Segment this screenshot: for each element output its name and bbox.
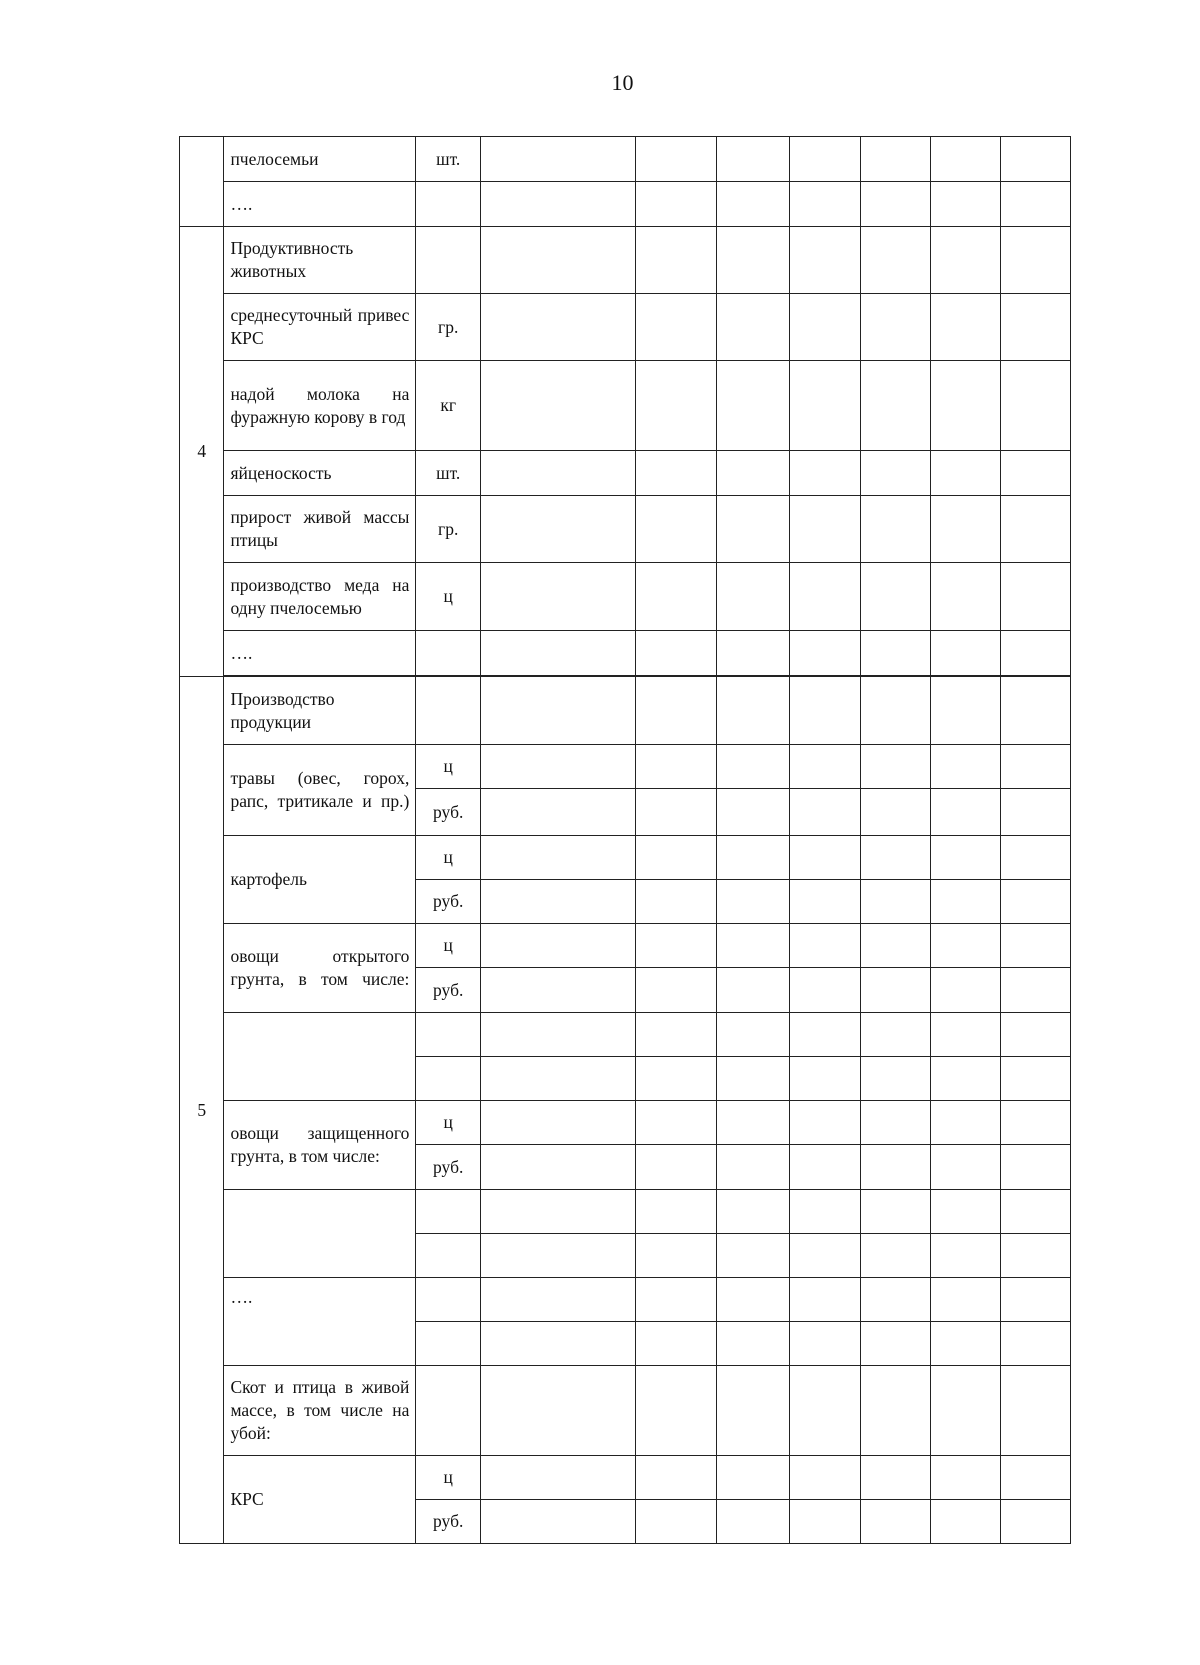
row-unit: ц <box>416 924 481 968</box>
row-label: …. <box>224 1278 416 1366</box>
table-row <box>180 1456 1071 1500</box>
page-number: 10 <box>611 70 634 95</box>
row-label: пчелосемьи <box>224 137 416 182</box>
row-unit: гр. <box>416 294 481 361</box>
row-unit: руб. <box>416 968 481 1013</box>
row-label: надой молока на фуражную корову в год <box>224 361 416 451</box>
table-row <box>180 182 1071 227</box>
row-label: …. <box>224 631 416 676</box>
table-row <box>180 227 1071 294</box>
table-row <box>180 294 1071 361</box>
row-number-cell <box>180 137 224 227</box>
row-unit: руб. <box>416 1500 481 1544</box>
row-unit: ц <box>416 563 481 631</box>
section-heading: Производство продукции <box>224 677 416 745</box>
row-label: картофель <box>224 836 416 924</box>
table-row <box>180 745 1071 789</box>
row-label: травы (овес, горох, рапс, тритикале и пр.) <box>224 745 416 836</box>
table-row <box>180 631 1071 676</box>
table-row <box>180 496 1071 563</box>
section-heading: Продуктивность животных <box>224 227 416 294</box>
table-row <box>180 1190 1071 1234</box>
row-unit: ц <box>416 745 481 789</box>
row-unit: ц <box>416 1456 481 1500</box>
section-number: 5 <box>180 677 224 1544</box>
row-unit: ц <box>416 836 481 880</box>
row-label: яйценоскость <box>224 451 416 496</box>
table-row <box>180 361 1071 451</box>
row-label: Скот и птица в живой массе, в том числе на убой: <box>224 1366 416 1456</box>
table-row <box>180 563 1071 631</box>
row-unit: руб. <box>416 1145 481 1190</box>
table-row <box>180 1366 1071 1456</box>
row-label: среднесуточный привес КРС <box>224 294 416 361</box>
row-label: КРС <box>224 1456 416 1544</box>
table-row <box>180 924 1071 968</box>
row-label: …. <box>224 182 416 227</box>
row-label-empty <box>224 1190 416 1278</box>
row-unit: кг <box>416 361 481 451</box>
row-label: прирост живой массы птицы <box>224 496 416 563</box>
table-row <box>180 836 1071 880</box>
table-row <box>180 137 1071 182</box>
table-row <box>180 1278 1071 1322</box>
row-unit: шт. <box>416 451 481 496</box>
row-unit: гр. <box>416 496 481 563</box>
row-label-empty <box>224 1013 416 1101</box>
table-row <box>180 1101 1071 1145</box>
row-label: овощи открытого грунта, в том числе: <box>224 924 416 1013</box>
row-label: овощи защищенного грунта, в том числе: <box>224 1101 416 1190</box>
section-number: 4 <box>180 227 224 677</box>
table-row <box>180 451 1071 496</box>
row-unit: руб. <box>416 789 481 836</box>
row-unit: ц <box>416 1101 481 1145</box>
row-label: производство меда на одну пчелосемью <box>224 563 416 631</box>
table-row <box>180 677 1071 745</box>
row-unit: руб. <box>416 880 481 924</box>
table-row <box>180 1013 1071 1057</box>
indicators-table <box>179 136 1071 1544</box>
row-unit: шт. <box>416 137 481 182</box>
